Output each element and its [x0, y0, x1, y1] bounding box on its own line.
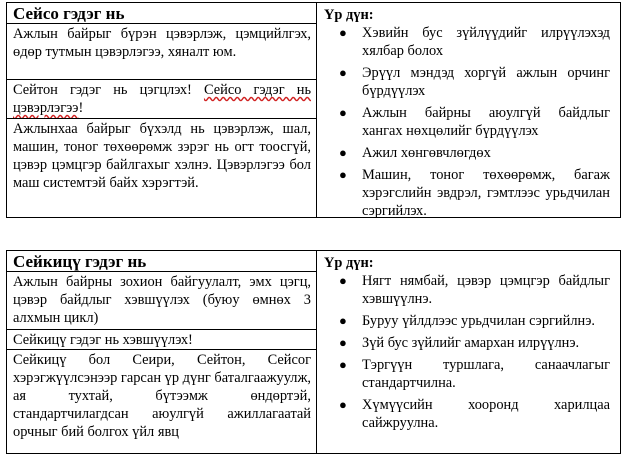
bullet-icon: ● — [339, 335, 347, 350]
list-item: ● Буруу үйлдлээс урьдчилан сэргийлнэ. — [339, 313, 595, 329]
bullet-icon: ● — [339, 167, 347, 182]
seiso-definition-column — [7, 3, 317, 217]
list-item: ● Ажил хөнгөвчлөгдөх — [339, 145, 491, 161]
list-item: ● Нягт нямбай, цэвэр цэмцгэр байдлыг хэвшүүлнэ. — [339, 273, 610, 307]
seiso-results-list — [317, 24, 620, 220]
bullet-icon: ● — [339, 397, 347, 412]
list-item: ● Хүмүүсийн хооронд харилцаа сайжруулна. — [339, 397, 610, 431]
seiso-results-title: Үр дүн: — [324, 7, 374, 23]
bullet-icon: ● — [339, 65, 347, 80]
list-item: ● Тэргүүн туршлага, санаачлагыг стандартчилна. — [339, 357, 610, 391]
bullet-icon: ● — [339, 25, 347, 40]
seiso-motto — [7, 80, 316, 119]
seiketsu-description: Сейкицү бол Сеири, Сейтон, Сейсог хэрэгжүүлсэнээр гарсан үр дүнг баталгаажуулж, ая тухтай, бүтээмж өндөртэй, стандартчилагдсан аюулгүй ажиллагаатай орчныг бий болгох үйл явц — [13, 352, 311, 440]
seiso-motto-end: ! — [78, 100, 84, 116]
seiketsu-definition-column — [7, 251, 317, 453]
seiketsu-results-title: Үр дүн: — [324, 255, 374, 271]
bullet-icon: ● — [339, 105, 347, 120]
bullet-icon: ● — [339, 357, 347, 372]
bullet-icon: ● — [339, 145, 347, 160]
bullet-icon: ● — [339, 273, 347, 288]
seiso-description: Ажлынхаа байрыг бүхэлд нь цэвэрлэж, шал, машин, тоног төхөөрөмж зэрэг нь огт тоосгүй, цэвэр цэмцгэр байлгахыг хэлнэ. Цэвэрлэгээ бол маш системтэй байх хэрэгтэй. — [13, 121, 311, 191]
seiso-definition: Ажлын байрыг бүрэн цэвэрлэж, цэмцийлгэх, өдөр тутмын цэвэрлэгээ, хяналт юм. — [7, 24, 316, 80]
list-item: ● Зүй бус зүйлийг амархан илрүүлнэ. — [339, 335, 580, 351]
list-item: ● Ажлын байрны аюулгүй байдлыг хангах нөхцөлийг бүрдүүлэх — [339, 105, 610, 139]
seiketsu-title: Сейкицү гэдэг нь — [7, 251, 316, 272]
seiketsu-results-column — [317, 251, 620, 453]
list-item: ● Машин, тоног төхөөрөмж, багаж хэрэгслийн эвдрэл, гэмтлээс урьдчилан сэргийлэх. — [339, 167, 610, 219]
seiso-table — [6, 2, 621, 218]
list-item: ● Эрүүл мэндэд хоргүй ажлын орчинг бүрдүүлэх — [339, 65, 610, 99]
seiso-title: Сейсо гэдэг нь — [7, 3, 316, 24]
seiketsu-table — [6, 250, 621, 454]
seiketsu-results-list — [317, 272, 620, 432]
seiso-results-column — [317, 3, 620, 217]
list-item: ● Хэвийн бус зүйлүүдийг илрүүлэхэд хялбар болох — [339, 25, 610, 59]
seiketsu-motto: Сейкицү гэдэг нь хэвшүүлэх! — [7, 330, 316, 350]
seiso-motto-spellcheck: Сейсо гэдэг нь цэвэрлэгээ — [13, 82, 312, 116]
seiketsu-definition: Ажлын байрны зохион байгуулалт, эмх цэгц, цэвэр байдлыг хэвшүүлэх (буюу өмнөх 3 алхмын цикл) — [7, 272, 316, 330]
seiton-motto: Сейтон гэдэг нь цэгцлэх! — [13, 82, 204, 98]
bullet-icon: ● — [339, 313, 347, 328]
